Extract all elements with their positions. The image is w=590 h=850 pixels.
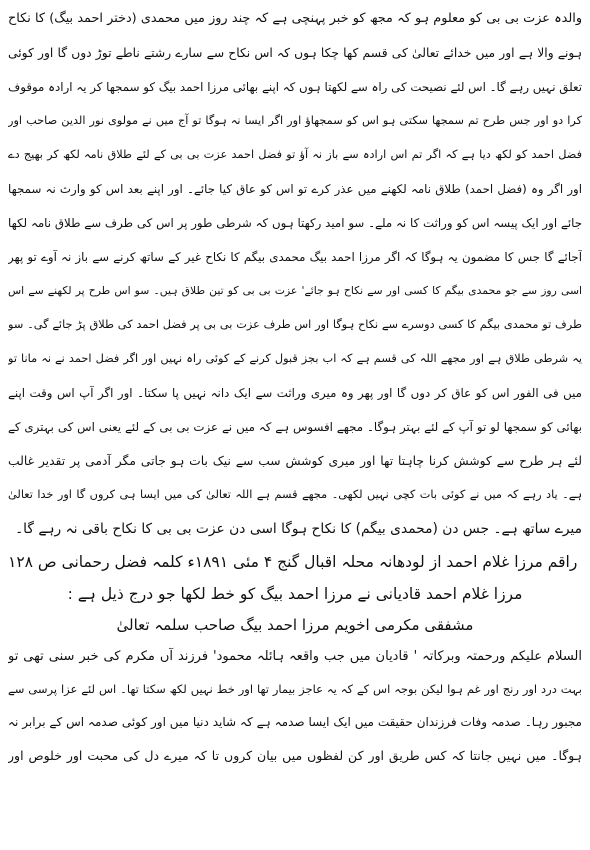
letter-intro-line: مرزا غلام احمد قادیانی نے مرزا احمد بیگ کو خط لکھا جو درج ذیل ہے : xyxy=(67,585,523,603)
text-line: ہے۔ یاد رہے کہ میں نے کوئی بات کچی نہیں لکھی۔ مجھے قسم ہے اللہ تعالیٰ کی میں ایسا ہی کروں گا اور خدا تعالیٰ xyxy=(8,488,582,501)
text-line: والدہ عزت بی بی کو معلوم ہو کہ مجھ کو خبر پہنچی ہے کہ چند روز میں محمدی (دختر احمد بیگ) کا نکاح xyxy=(8,11,582,26)
text-line: بھائی کو سمجھا لو تو آپ کے لئے بہتر ہوگا۔ مجھے افسوس ہے کہ میں نے عزت بی بی کے لئے یعنی اس کی بہتری کے xyxy=(8,420,582,434)
letter-salutation: مشفقی مکرمی اخویم مرزا احمد بیگ صاحب سلمہ تعالیٰ xyxy=(116,616,474,634)
text-line: آجائے گا جس کا مضمون یہ ہوگا کہ اگر مرزا احمد بیگ محمدی بیگم کا نکاح غیر کے ساتھ کرنے سے باز نہ آوے تو پھر xyxy=(8,250,582,264)
text-line: فضل احمد کو لکھ دیا ہے کہ اگر تم اس ارادہ سے باز نہ آؤ تو فضل احمد عزت بی بی کے لئے طلاق نامہ لکھ کر بھیج دے xyxy=(8,148,582,161)
text-line: ہوگا۔ میں نہیں جانتا کہ کس طریق اور کن لفظوں میں بیان کروں تا کہ میرے دل کی محبت اور خلوص اور xyxy=(8,748,582,763)
text-line: اور اگر وہ (فضل احمد) طلاق نامہ لکھنے میں عذر کرے تو اس کو عاق کیا جائے۔ اور اپنے بعد اس کو وارث نہ سمجھا xyxy=(8,182,582,196)
text-line: یہ شرطی طلاق ہے اور مجھے اللہ کی قسم ہے کہ اب بجز قبول کرنے کے کوئی راہ نہیں اور اگر فضل احمد نے نہ مانا تو xyxy=(8,352,582,365)
text-line: میرے ساتھ ہے۔ جس دن (محمدی بیگم) کا نکاح ہوگا اسی دن عزت بی بی کا نکاح باقی نہ رہے گا۔ xyxy=(15,521,582,537)
text-line: میں فی الفور اس کو عاق کر دوں گا اور پھر وہ میری وراثت سے ایک دانہ نہیں پا سکتا۔ اور اگر آپ اس وقت اپنے xyxy=(8,386,582,400)
text-line: لئے ہر طرح سے کوشش کرنا چاہتا تھا اور میری کوشش سب سے نیک بات ہو جاتی مگر آدمی پر تقدیر غالب xyxy=(8,454,582,468)
text-line: ہونے والا ہے اور میں خدائے تعالیٰ کی قسم کھا چکا ہوں کہ اس نکاح سے سارے رشتے ناطے توڑ دوں گا اور کوئی xyxy=(8,46,582,60)
signature-line: راقم مرزا غلام احمد از لودھانہ محلہ اقبال گنج ۴ مئی ۱۸۹۱ء کلمہ فضل رحمانی ص ۱۲۸ xyxy=(8,553,578,571)
text-line: السلام علیکم ورحمتہ وبرکاتہ ' قادیان میں جب واقعہ ہائلہ محمود' فرزند آں مکرم کی خبر سنی تھی تو xyxy=(8,649,582,664)
text-line: بہت درد اور رنج اور غم ہوا لیکن بوجہ اس کے کہ یہ عاجز بیمار تھا اور خط نہیں لکھ سکتا تھا۔ اس لئے عزا پرسی سے xyxy=(8,682,582,696)
text-line: مجبور رہا۔ صدمہ وفات فرزندان حقیقت میں ایک ایسا صدمہ ہے کہ شاید دنیا میں اور کوئی صدمہ اس کے برابر نہ xyxy=(8,715,582,729)
text-line: اسی روز سے جو محمدی بیگم کا کسی اور سے نکاح ہو جائے' عزت بی بی کو تین طلاق ہیں۔ سو اس طرح پر لکھنے سے اس xyxy=(8,284,582,297)
text-line: طرف تو محمدی بیگم کا کسی دوسرے سے نکاح ہوگا اور اس طرف عزت بی بی پر فضل احمد کی طلاق پڑ جائے گی۔ سو xyxy=(8,318,582,331)
text-line: تعلق نہیں رہے گا۔ اس لئے نصیحت کی راہ سے لکھتا ہوں کہ اپنے بھائی مرزا احمد بیگ کو سمجھا کر یہ ارادہ موقوف xyxy=(8,80,582,94)
letter-to-mother-paragraph xyxy=(8,2,582,546)
text-line: جائے اور ایک پیسہ اس کو وراثت کا نہ ملے۔ سو امید رکھتا ہوں کہ شرطی طور پر اس کی طرف سے طلاق نامہ لکھا xyxy=(8,216,582,230)
letter-to-ahmad-beg-paragraph xyxy=(8,640,582,772)
text-line: کرا دو اور جس طرح تم سمجھا سکتی ہو اس کو سمجھاؤ اور اگر ایسا نہ ہوگا تو آج میں نے مولوی نور الدین صاحب اور xyxy=(8,114,582,127)
